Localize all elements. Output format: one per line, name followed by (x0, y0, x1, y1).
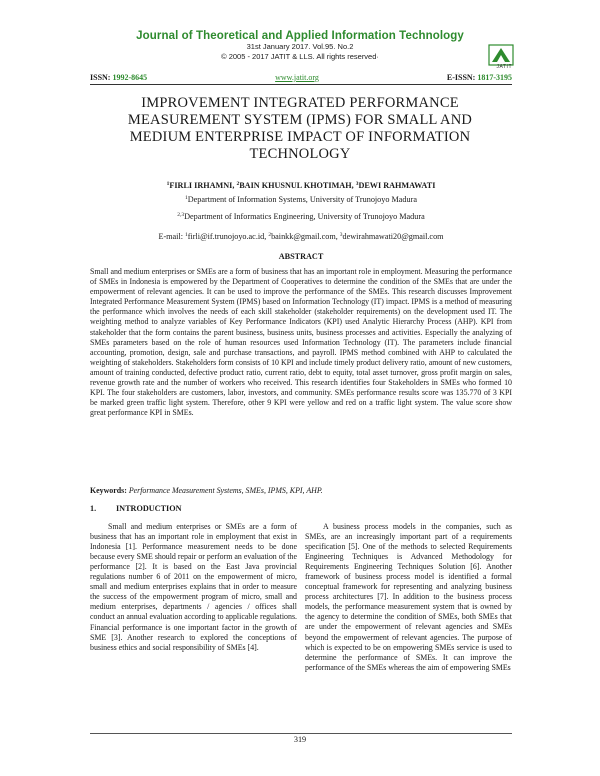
intro-paragraph-2: A business process models in the companies, such as SMEs, are an increasingly important part of a requirements specification [5]. One of the methods to selected Requirements Engineering Techniques is Advanced Methodology for Requirements Engineering Techniques Solution [6]. Another framework of business process model is identified a formal conceptual framework for representing and analyzing business process architectures [7]. In addition to the business process models, the performance measurement system that is owned by the agency to determine the condition of SMEs, both SMEs that are under the empowerment of relevant agencies and SMEs beyond the empowerment of relevant agencies. The purpose of which is expected to be on empowering SMEs service is used to determine the performance of SMEs. It can improve the performance of the SMEs whereas the aim of empowering SMEs (305, 522, 512, 672)
email-3[interactable]: dewirahmawati20@gmail.com (342, 232, 444, 241)
issue-date: 31st January 2017. Vol.95. No.2 (246, 42, 354, 51)
abstract-text: Small and medium enterprises or SMEs are a form of business that has an important role in employment. Measuring the performance of SMEs in Indonesia is empowered by the Department of Cooperatives to determine the condition of the SMEs that are under the empowerment of relevant agencies. It can be used to improve the performance of the SMEs. This research discusses Improvement Integrated Performance Measurement System (IPMS) based on Information Technology (IT) impact. IPMS is a method of measuring the performance which involves the needs of each skill stakeholder (stakeholder requirements) on the development used IT. The weighting method to analyze variables of Key Performance Indicators (KPI) used Analytic Hierarchy Process (AHP). KPI from stakeholder that the form contains the parent business, business units, business processes and activities. Especially the analyzing of SMEs parameters based on the role of human resources used Information Technology (IT). The parameters include financial accounting, promotion, design, sale and purchase transactions, and payroll. IPMS method combined with AHP to calculated the weighting of stakeholders. Stakeholders form consists of 10 KPI and include timely product delivery ratio, amount of new customers, amount of training conducted, defective product ratio, current ratio, debt to equity, total asset turnover, gross profit margin on sales, revenue growth rate and the number of workers who received. This research identifies four Stakeholders in SMEs who formed 10 KPI. The four stakeholders are customers, labor, investors, and community. SMEs performance results score was 135.770 of 3 KPI be marked green traffic light system. Therefore, other 9 KPI were yellow and red on a traffic light system. The value score show great performance KPI in SMEs. (90, 267, 512, 418)
eissn-number: 1817-3195 (477, 73, 512, 82)
email-1-sup: 1 (185, 232, 188, 238)
section-number: 1. (90, 504, 97, 513)
email-3-sup: 3 (339, 232, 343, 238)
jatit-logo-icon (488, 44, 514, 66)
issn (90, 73, 147, 83)
eissn (447, 73, 512, 83)
journal-title: Journal of Theoretical and Applied Information Technology (136, 30, 464, 42)
eissn-label: E-ISSN: (446, 73, 476, 82)
right-column (305, 504, 512, 673)
page-number: 319 (293, 735, 307, 744)
issn-row (90, 73, 512, 83)
author-1: FIRLI IRHAMNI, (169, 181, 237, 190)
journal-url-link[interactable]: www.jatit.org (275, 73, 319, 82)
keywords-label: Keywords: (90, 486, 127, 495)
issn-label: ISSN: (90, 73, 111, 82)
section-title: INTRODUCTION (116, 504, 182, 513)
copyright-line: © 2005 - 2017 JATIT & LLS. All rights reserved· (221, 52, 379, 61)
email-line (90, 232, 512, 241)
header-divider (90, 84, 512, 85)
keywords-line (90, 486, 512, 495)
affiliation-1 (90, 195, 512, 204)
author-2: BAIN KHUSNUL KHOTIMAH, (239, 181, 356, 190)
affiliation-2-sup: 2,3 (177, 212, 185, 218)
affiliation-1-sup: 1 (185, 195, 188, 201)
author-2-sup: 2 (236, 181, 240, 187)
intro-paragraph-1: Small and medium enterprises or SMEs are a form of business that has an important role in employment that exist in Indonesia [1]. Performance measurement needs to be done because every SME should repair or perform an evaluation of the performance [2]. It is based on the East Java provincial regulations number 6 of 2011 on the empowerment of micro, small and medium enterprises explains that in order to measure the success of the empowerment program of micro, small and medium enterprises, departments / agencies / offices shall conduct an annual evaluation according to applicable regulations. Financial performance is one important factor in the growth of SME [3]. Another research to explored the conceptions of business ethics and social responsibility of SMEs [4]. (90, 522, 297, 652)
left-column (90, 504, 297, 653)
email-1[interactable]: firli@if.trunojoyo.ac.id, (187, 232, 269, 241)
author-3: DEWI RAHMAWATI (358, 181, 436, 190)
logo-label: JATIT (496, 64, 512, 70)
email-2-sup: 2 (268, 232, 272, 238)
email-label: E-mail: (158, 232, 183, 241)
author-list (90, 181, 512, 190)
affiliation-2-text: Department of Informatics Engineering, University of Trunojoyo Madura (184, 212, 425, 221)
email-2[interactable]: bainkk@gmail.com, (271, 232, 340, 241)
abstract-heading: ABSTRACT (278, 252, 324, 261)
author-3-sup: 3 (355, 181, 359, 187)
section-heading (90, 504, 297, 514)
paper-title: IMPROVEMENT INTEGRATED PERFORMANCE MEASUREMENT SYSTEM (IPMS) FOR SMALL AND MEDIUM ENTERPRISE IMPACT OF INFORMATION TECHNOLOGY (127, 95, 473, 162)
keywords-text: Performance Measurement Systems, SMEs, IPMS, KPI, AHP. (128, 486, 323, 495)
footer-divider (90, 733, 512, 734)
author-1-sup: 1 (166, 181, 170, 187)
affiliation-2 (90, 212, 512, 221)
issn-number: 1992-8645 (112, 73, 148, 82)
affiliation-1-text: Department of Information Systems, University of Trunojoyo Madura (187, 195, 417, 204)
